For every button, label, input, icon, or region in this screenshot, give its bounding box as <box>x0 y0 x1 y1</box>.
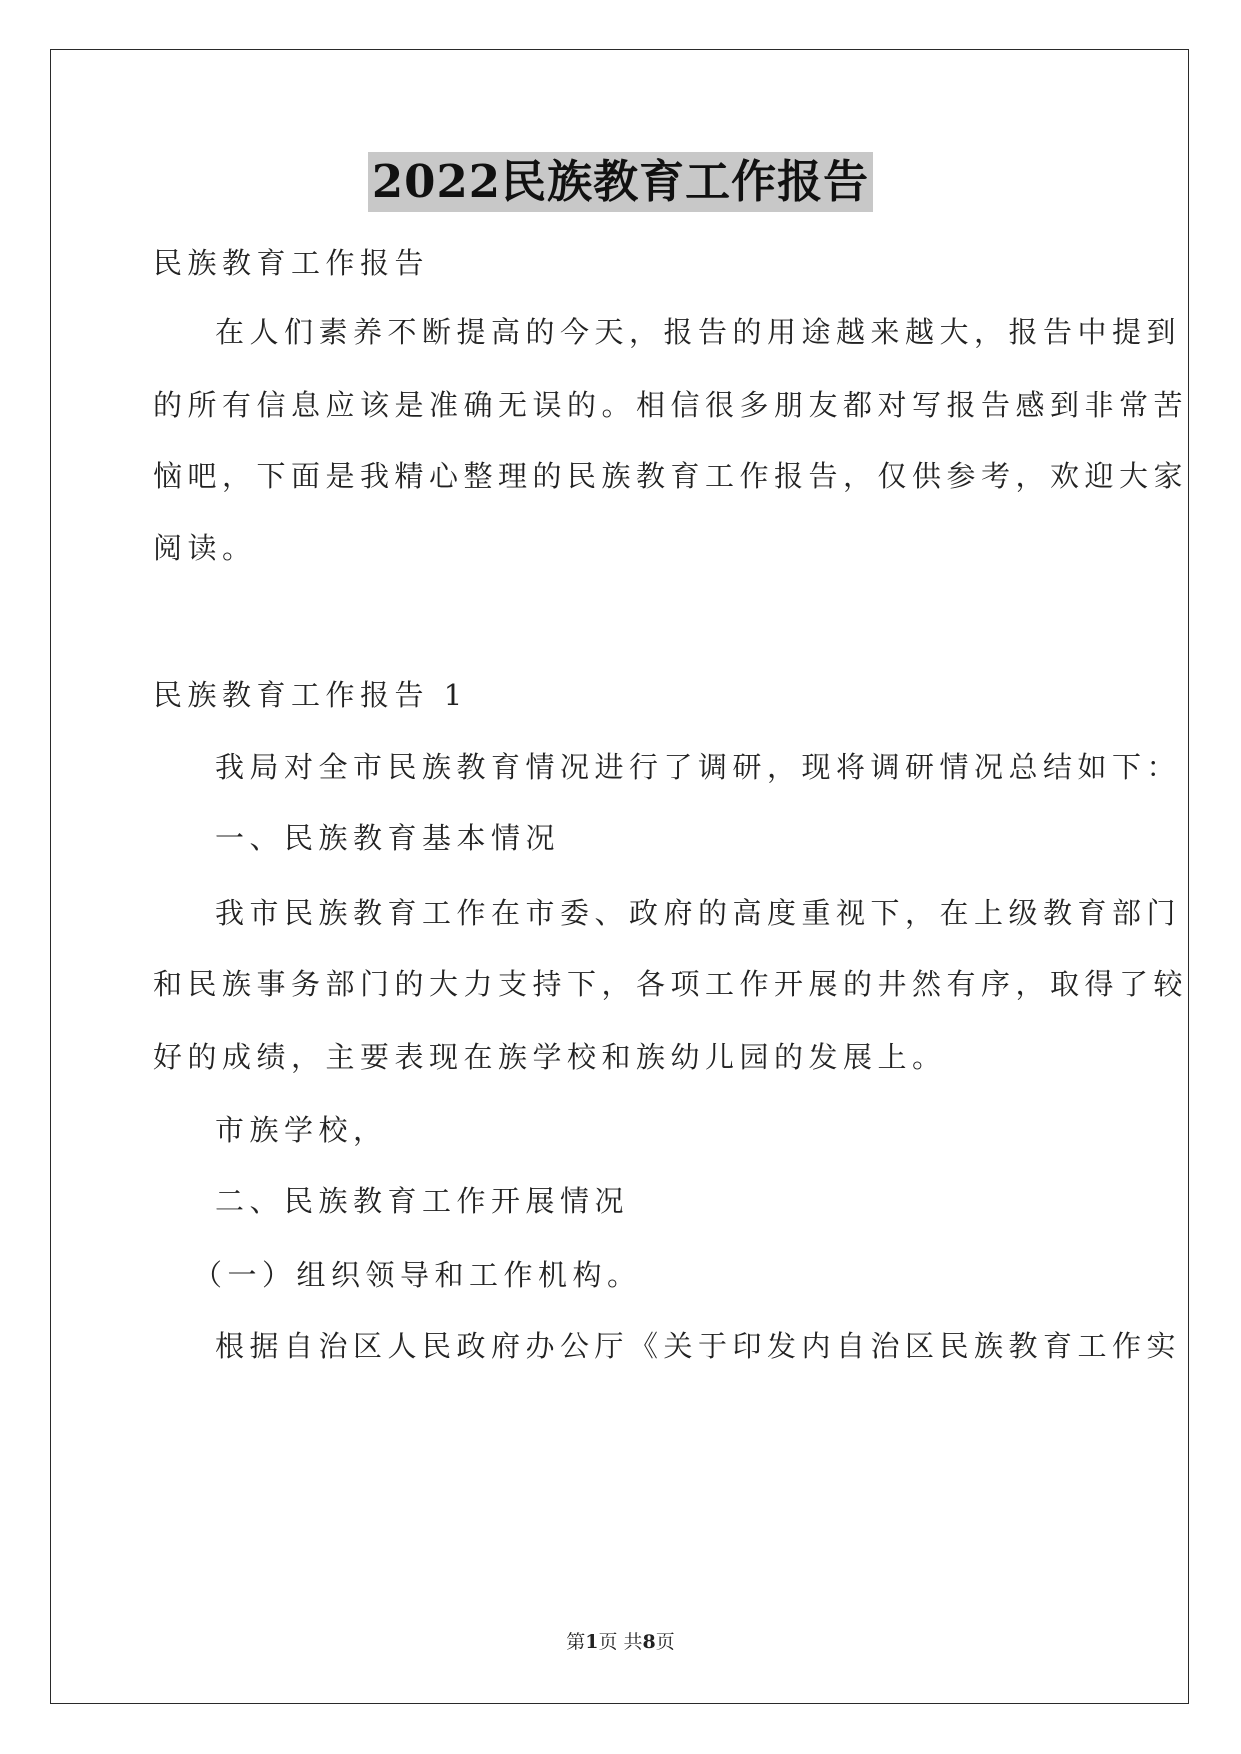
page-footer <box>0 1627 1241 1654</box>
footer-suffix: 页 <box>655 1631 675 1653</box>
body-line-4: 和民族事务部门的大力支持下，各项工作开展的井然有序，取得了较 <box>153 967 1189 1001</box>
body-line-7: 二、民族教育工作开展情况 <box>215 1184 630 1218</box>
footer-current-page: 1 <box>585 1631 599 1653</box>
body-line-9: 根据自治区人民政府办公厅《关于印发内自治区民族教育工作实 <box>215 1329 1182 1363</box>
footer-total-pages: 8 <box>642 1631 656 1653</box>
intro-line-3: 恼吧，下面是我精心整理的民族教育工作报告，仅供参考，欢迎大家 <box>153 459 1189 493</box>
intro-line-2: 的所有信息应该是准确无误的。相信很多朋友都对写报告感到非常苦 <box>153 388 1189 422</box>
body-line-6: 市族学校， <box>215 1113 388 1147</box>
intro-line-4: 阅读。 <box>153 531 257 565</box>
section-heading: 民族教育工作报告 1 <box>153 678 468 712</box>
body-line-5: 好的成绩，主要表现在族学校和族幼儿园的发展上。 <box>153 1040 947 1074</box>
main-heading: 民族教育工作报告 <box>153 246 430 280</box>
body-line-1: 我局对全市民族教育情况进行了调研，现将调研情况总结如下： <box>215 750 1182 784</box>
document-title: 2022民族教育工作报告 <box>368 152 873 212</box>
title-container <box>0 152 1241 212</box>
body-line-3: 我市民族教育工作在市委、政府的高度重视下，在上级教育部门 <box>215 896 1182 930</box>
footer-prefix: 第 <box>566 1631 586 1653</box>
body-line-8: （一）组织领导和工作机构。 <box>193 1258 642 1292</box>
page-border <box>50 49 1189 1704</box>
body-line-2: 一、民族教育基本情况 <box>215 821 561 855</box>
intro-line-1: 在人们素养不断提高的今天，报告的用途越来越大，报告中提到 <box>215 315 1182 349</box>
footer-middle: 页 共 <box>598 1631 643 1653</box>
